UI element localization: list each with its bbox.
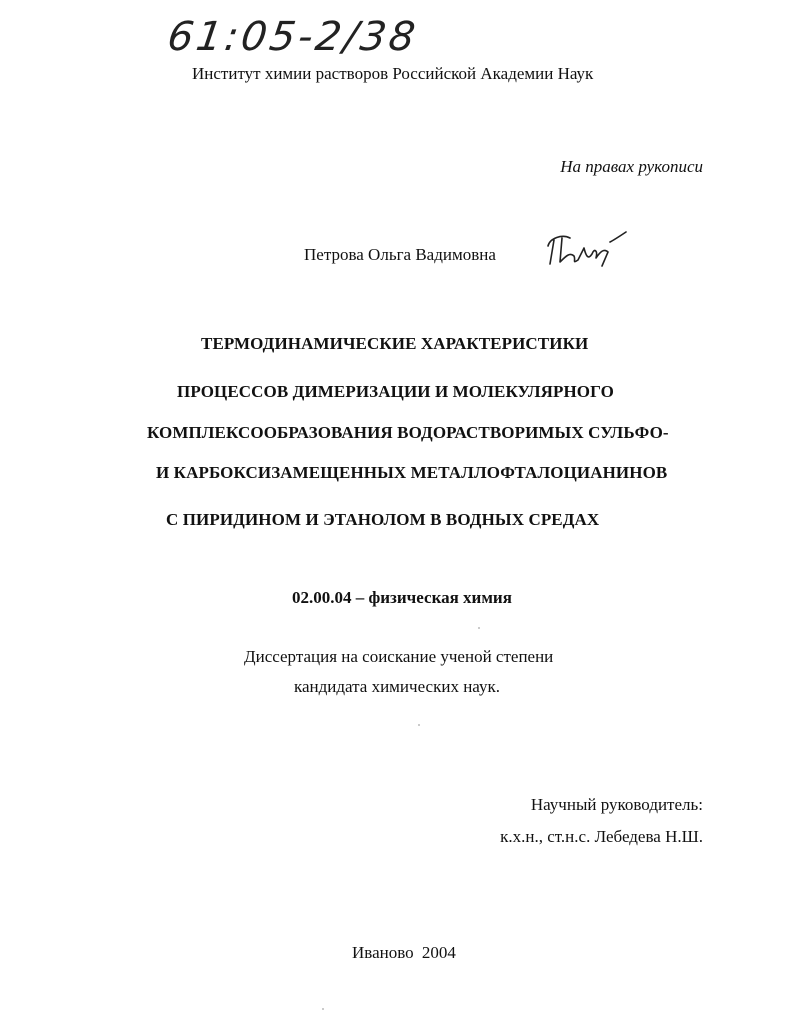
specialty-code: 02.00.04 – физическая химия [292, 588, 512, 607]
scan-speck [418, 724, 420, 726]
institute-name: Институт химии растворов Российской Академии Наук [192, 64, 594, 83]
degree-line-2: кандидата химических наук. [294, 677, 500, 696]
author-name: Петрова Ольга Вадимовна [304, 245, 496, 264]
supervisor-label: Научный руководитель: [530, 795, 703, 814]
title-line-3: КОМПЛЕКСООБРАЗОВАНИЯ ВОДОРАСТВОРИМЫХ СУЛЬФО- [147, 423, 669, 442]
manuscript-rights-note: На правах рукописи [560, 157, 703, 176]
city-and-year: Иваново 2004 [352, 943, 456, 962]
handwritten-archive-code: 61:05-2/38 [164, 14, 421, 60]
degree-line-1: Диссертация на соискание ученой степени [244, 647, 554, 666]
scan-speck [478, 627, 480, 629]
title-line-1: ТЕРМОДИНАМИЧЕСКИЕ ХАРАКТЕРИСТИКИ [201, 334, 589, 353]
title-line-4: И КАРБОКСИЗАМЕЩЕННЫХ МЕТАЛЛОФТАЛОЦИАНИНОВ [156, 463, 668, 482]
title-line-2: ПРОЦЕССОВ ДИМЕРИЗАЦИИ И МОЛЕКУЛЯРНОГО [177, 382, 614, 401]
title-line-5: С ПИРИДИНОМ И ЭТАНОЛОМ В ВОДНЫХ СРЕДАХ [166, 510, 600, 529]
scan-speck [322, 1008, 324, 1010]
supervisor-name: к.х.н., ст.н.с. Лебедева Н.Ш. [500, 827, 703, 846]
author-signature [540, 226, 630, 274]
